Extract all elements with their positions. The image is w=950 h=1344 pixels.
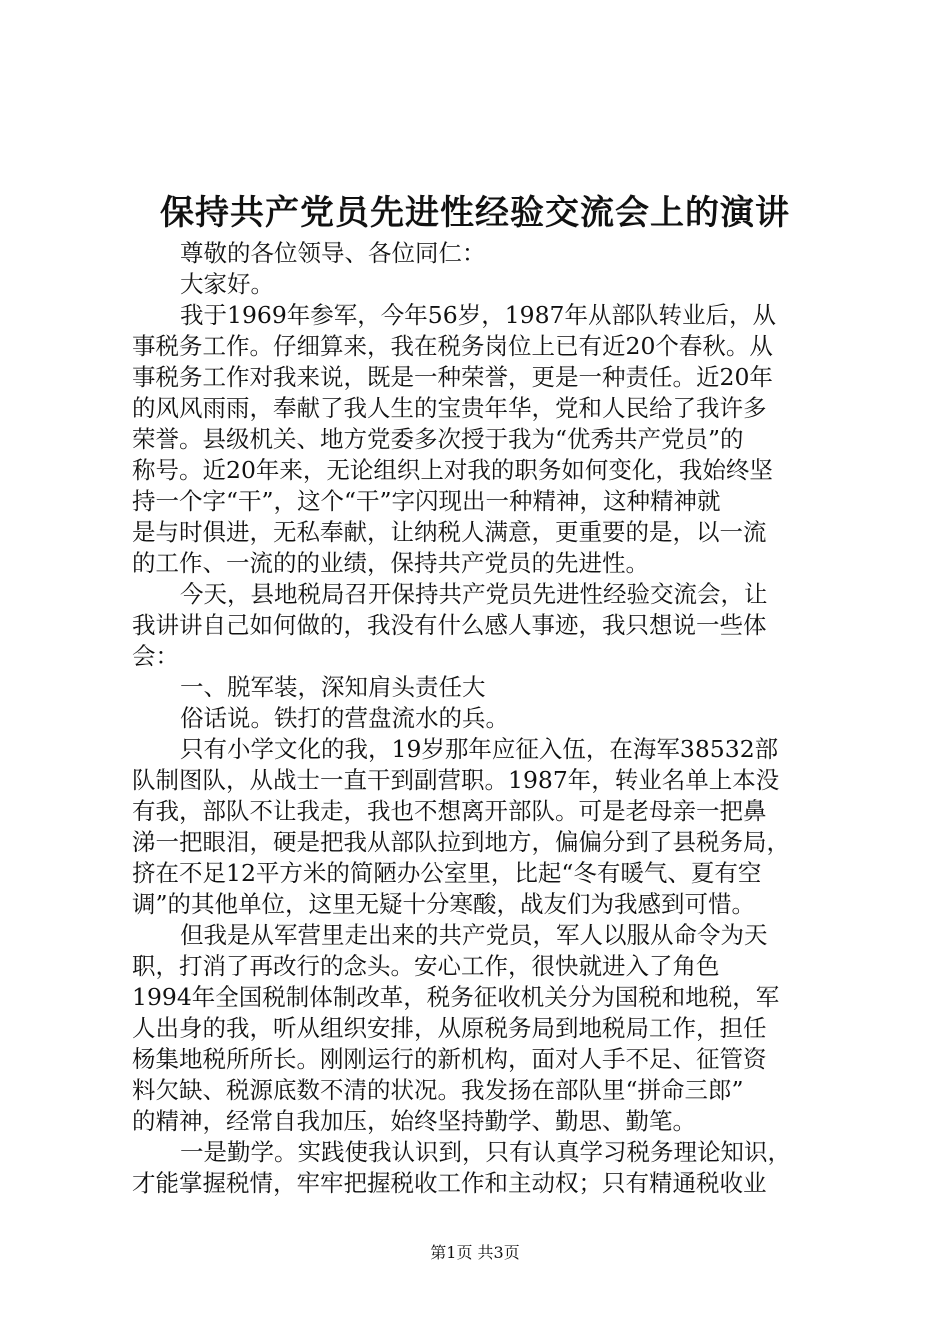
page-title: 保持共产党员先进性经验交流会上的演讲 <box>160 193 790 233</box>
text-line: 的工作、一流的的业绩，保持共产党员的先进性。 <box>132 549 649 577</box>
text-line: 调”的其他单位，这里无疑十分寒酸，战友们为我感到可惜。 <box>132 890 756 918</box>
text-line: 挤在不足12平方米的简陋办公室里，比起“冬有暖气、夏有空 <box>132 859 762 887</box>
text-line: 的精神，经常自我加压，始终坚持勤学、勤思、勤笔。 <box>132 1107 696 1135</box>
text-line: 持一个字“干”，这个“干”字闪现出一种精神，这种精神就 <box>132 487 721 515</box>
text-line: 的风风雨雨，奉献了我人生的宝贵年华，党和人民给了我许多 <box>132 394 767 422</box>
text-line: 今天，县地税局召开保持共产党员先进性经验交流会，让 <box>180 580 768 608</box>
text-line: 1994年全国税制体制改革，税务征收机关分为国税和地税，军 <box>132 983 780 1011</box>
text-line: 杨集地税所所长。刚刚运行的新机构，面对人手不足、征管资 <box>132 1045 767 1073</box>
text-line: 人出身的我，听从组织安排，从原税务局到地税局工作，担任 <box>132 1014 767 1042</box>
page-footer: 第1页 共3页 <box>430 1243 520 1262</box>
text-line: 队制图队，从战士一直干到副营职。1987年，转业名单上本没 <box>132 766 780 794</box>
text-line: 大家好。 <box>180 270 274 298</box>
text-line: 荣誉。县级机关、地方党委多次授于我为“优秀共产党员”的 <box>132 425 744 453</box>
text-line: 一是勤学。实践使我认识到，只有认真学习税务理论知识， <box>180 1138 791 1166</box>
text-line: 才能掌握税情，牢牢把握税收工作和主动权；只有精通税收业 <box>132 1169 767 1197</box>
text-line: 事税务工作。仔细算来，我在税务岗位上已有近20个春秋。从 <box>132 332 773 360</box>
text-line: 职，打消了再改行的念头。安心工作，很快就进入了角色 <box>132 952 720 980</box>
text-line: 会： <box>132 642 179 670</box>
text-line: 我讲讲自己如何做的，我没有什么感人事迹，我只想说一些体 <box>132 611 767 639</box>
text-line: 称号。近20年来，无论组织上对我的职务如何变化，我始终坚 <box>132 456 773 484</box>
text-line: 俗话说。铁打的营盘流水的兵。 <box>180 704 509 732</box>
text-line: 只有小学文化的我，19岁那年应征入伍，在海军38532部 <box>180 735 779 763</box>
text-line: 尊敬的各位领导、各位同仁： <box>180 239 486 267</box>
text-line: 我于1969年参军，今年56岁，1987年从部队转业后，从 <box>180 301 777 329</box>
text-line: 事税务工作对我来说，既是一种荣誉，更是一种责任。近20年 <box>132 363 773 391</box>
text-line: 涕一把眼泪，硬是把我从部队拉到地方，偏偏分到了县税务局， <box>132 828 790 856</box>
text-line: 是与时俱进，无私奉献，让纳税人满意，更重要的是，以一流 <box>132 518 767 546</box>
text-line: 料欠缺、税源底数不清的状况。我发扬在部队里“拼命三郎” <box>132 1076 744 1104</box>
section-heading: 一、脱军装，深知肩头责任大 <box>180 673 486 701</box>
text-line: 有我，部队不让我走，我也不想离开部队。可是老母亲一把鼻 <box>132 797 767 825</box>
text-line: 但我是从军营里走出来的共产党员，军人以服从命令为天 <box>180 921 768 949</box>
document-body <box>132 238 832 1199</box>
